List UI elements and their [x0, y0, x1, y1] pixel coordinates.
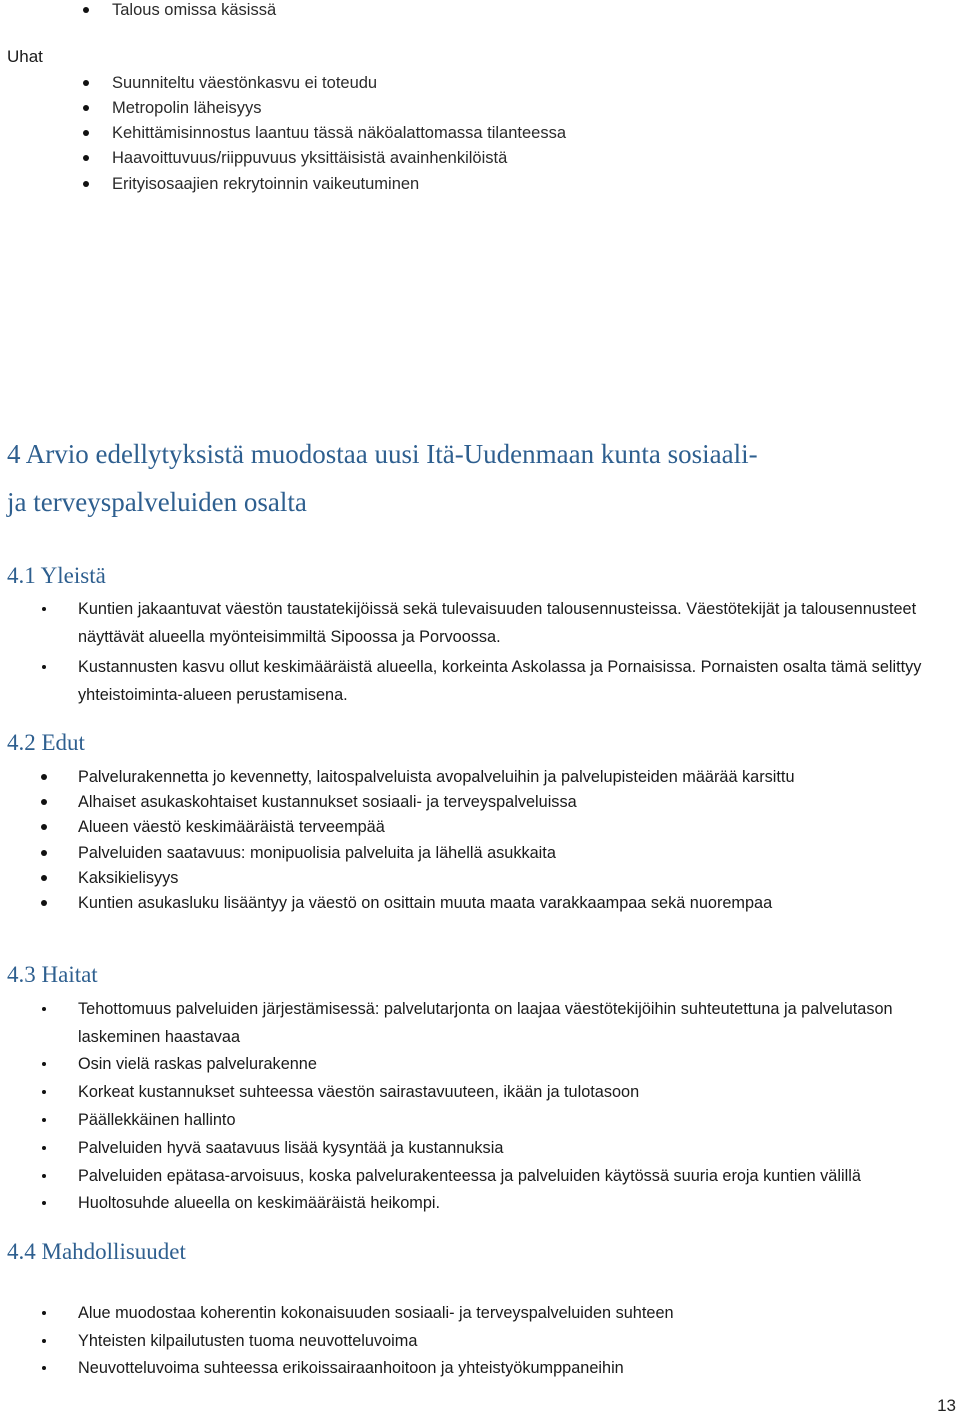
bullet-icon: [83, 155, 89, 161]
list-item: Yhteisten kilpailutusten tuoma neuvotteluvoima: [78, 1327, 953, 1355]
bullet-icon: [41, 875, 47, 881]
bullet-icon: [42, 1146, 46, 1150]
bullet-icon: [41, 824, 47, 830]
bullet-icon: [42, 1062, 46, 1066]
bullet-icon: [42, 1007, 46, 1011]
list-item: Erityisosaajien rekrytoinnin vaikeutuminen: [112, 174, 419, 194]
bullet-icon: [42, 1174, 46, 1178]
list-item: Palvelurakennetta jo kevennetty, laitospalveluista avopalveluihin ja palvelupisteiden määrää karsittu: [78, 763, 953, 791]
bullet-icon: [42, 1201, 46, 1205]
bullet-icon: [42, 1090, 46, 1094]
bullet-icon: [42, 1118, 46, 1122]
list-item: Kuntien jakaantuvat väestön taustatekijöissä sekä tulevaisuuden talousennusteissa. Väestötekijät ja talousennusteet näyttävät alueella myönteisimmiltä Sipoossa ja Porvoossa.: [78, 595, 953, 651]
list-item: Alueen väestö keskimääräistä terveempää: [78, 813, 953, 841]
list-item: Palveluiden epätasa-arvoisuus, koska palvelurakenteessa ja palveluiden käytössä suuria eroja kuntien välillä: [78, 1162, 953, 1190]
list-item: Haavoittuvuus/riippuvuus yksittäisistä avainhenkilöistä: [112, 148, 507, 168]
list-item: Kustannusten kasvu ollut keskimääräistä alueella, korkeinta Askolassa ja Pornaisissa. Pornaisten osalta tämä selittyy yhteistoiminta-alueen perustamisena.: [78, 653, 953, 709]
list-item: Palveluiden saatavuus: monipuolisia palveluita ja lähellä asukkaita: [78, 839, 953, 867]
list-item: Tehottomuus palveluiden järjestämisessä: palvelutarjonta on laajaa väestötekijöihin suhteutettuna ja palvelutason laskeminen haastavaa: [78, 995, 953, 1051]
chapter-heading: [7, 430, 957, 526]
bullet-icon: [42, 1339, 46, 1343]
chapter-heading-line1: 4 Arvio edellytyksistä muodostaa uusi Itä-Uudenmaan kunta sosiaali-: [7, 439, 758, 469]
section-heading-4-1: 4.1 Yleistä: [7, 563, 106, 588]
bullet-icon: [83, 105, 89, 111]
bullet-icon: [83, 80, 89, 86]
list-item: Kuntien asukasluku lisääntyy ja väestö on osittain muuta maata varakkaampaa sekä nuorempaa: [78, 889, 953, 917]
bullet-icon: [83, 181, 89, 187]
page-number: 13: [937, 1396, 956, 1415]
uhat-label: Uhat: [7, 47, 43, 66]
section-heading-4-2: 4.2 Edut: [7, 730, 85, 755]
list-item: Huoltosuhde alueella on keskimääräistä heikompi.: [78, 1189, 953, 1217]
bullet-icon: [42, 665, 46, 669]
list-item: Alue muodostaa koherentin kokonaisuuden sosiaali- ja terveyspalveluiden suhteen: [78, 1299, 953, 1327]
bullet-icon: [83, 130, 89, 136]
list-item: Talous omissa käsissä: [112, 0, 276, 20]
list-item: Päällekkäinen hallinto: [78, 1106, 953, 1134]
section-heading-4-4: 4.4 Mahdollisuudet: [7, 1239, 186, 1264]
list-item: Alhaiset asukaskohtaiset kustannukset sosiaali- ja terveyspalveluissa: [78, 788, 953, 816]
bullet-icon: [42, 1366, 46, 1370]
list-item: Osin vielä raskas palvelurakenne: [78, 1050, 953, 1078]
list-item: Suunniteltu väestönkasvu ei toteudu: [112, 73, 377, 93]
chapter-heading-line2: ja terveyspalveluiden osalta: [7, 487, 307, 517]
bullet-icon: [41, 850, 47, 856]
bullet-icon: [83, 7, 89, 13]
bullet-icon: [41, 900, 47, 906]
list-item: Metropolin läheisyys: [112, 98, 261, 118]
list-item: Kaksikielisyys: [78, 864, 953, 892]
section-heading-4-3: 4.3 Haitat: [7, 962, 98, 987]
bullet-icon: [41, 799, 47, 805]
bullet-icon: [41, 774, 47, 780]
list-item: Kehittämisinnostus laantuu tässä näköalattomassa tilanteessa: [112, 123, 566, 143]
list-item: Palveluiden hyvä saatavuus lisää kysyntää ja kustannuksia: [78, 1134, 953, 1162]
bullet-icon: [42, 1311, 46, 1315]
list-item: Neuvotteluvoima suhteessa erikoissairaanhoitoon ja yhteistyökumppaneihin: [78, 1354, 953, 1382]
list-item: Korkeat kustannukset suhteessa väestön sairastavuuteen, ikään ja tulotasoon: [78, 1078, 953, 1106]
bullet-icon: [42, 607, 46, 611]
